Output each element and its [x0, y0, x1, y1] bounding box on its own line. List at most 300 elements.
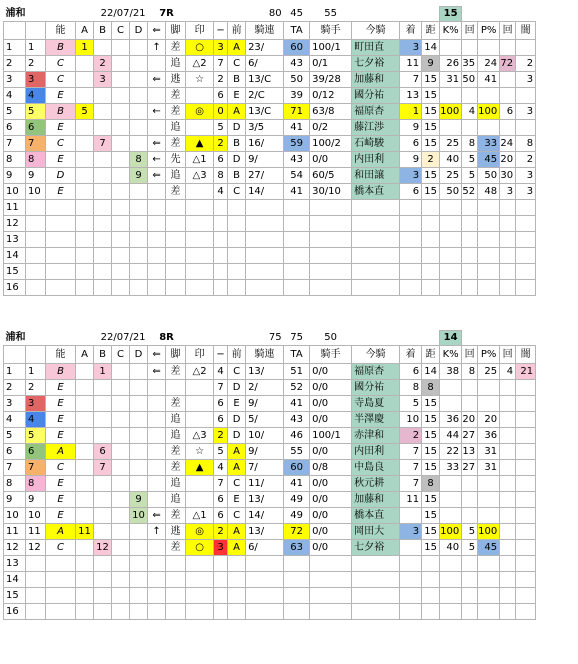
cell — [462, 40, 478, 56]
empty-cell — [94, 232, 112, 248]
cell: 6 — [214, 492, 228, 508]
cell: 24 — [478, 56, 500, 72]
cell: 71 — [284, 104, 310, 120]
column-header[interactable]: P% — [478, 22, 500, 40]
table-row — [4, 152, 577, 168]
empty-cell — [400, 572, 422, 588]
cell: 5 — [76, 104, 94, 120]
cell: 15 — [422, 104, 440, 120]
cell — [112, 476, 130, 492]
cell — [112, 364, 130, 380]
empty-cell — [130, 604, 148, 620]
cell — [130, 444, 148, 460]
empty-cell — [246, 280, 284, 296]
cell: 22 — [440, 444, 462, 460]
empty-cell — [310, 572, 352, 588]
cell — [440, 120, 462, 136]
empty-cell — [76, 264, 94, 280]
row-number: 2 — [4, 56, 26, 72]
cell — [148, 184, 166, 200]
empty-cell — [228, 604, 246, 620]
cell: 8 — [422, 476, 440, 492]
cell: 6 — [214, 396, 228, 412]
mark-cell — [186, 184, 214, 200]
cell: 49 — [284, 492, 310, 508]
column-header[interactable]: TA — [284, 22, 310, 40]
row-number: 16 — [4, 280, 26, 296]
cell — [130, 364, 148, 380]
empty-cell — [310, 200, 352, 216]
column-header[interactable]: 距 — [422, 346, 440, 364]
empty-cell — [440, 556, 462, 572]
cell: 3 — [516, 168, 536, 184]
empty-cell — [478, 588, 500, 604]
mark-cell — [186, 476, 214, 492]
cell: 5 — [462, 524, 478, 540]
cell — [130, 524, 148, 540]
empty-cell — [228, 556, 246, 572]
empty-cell — [94, 556, 112, 572]
cell: 51 — [284, 364, 310, 380]
jockey-name: 福原杏 — [352, 364, 400, 380]
rank-cell: C — [46, 56, 76, 72]
row-number: 7 — [4, 460, 26, 476]
cell — [516, 460, 536, 476]
empty-cell — [352, 200, 400, 216]
cell: 36 — [478, 428, 500, 444]
empty-cell — [400, 248, 422, 264]
cell — [462, 508, 478, 524]
cell — [94, 104, 112, 120]
empty-cell — [228, 280, 246, 296]
mark-cell: ○ — [186, 540, 214, 556]
column-header[interactable]: TA — [284, 346, 310, 364]
cell: 15 — [422, 396, 440, 412]
empty-cell — [94, 280, 112, 296]
column-header[interactable]: 前 — [228, 22, 246, 40]
cell — [112, 168, 130, 184]
cell: ← — [148, 152, 166, 168]
cell — [478, 396, 500, 412]
cell — [94, 88, 112, 104]
cell: 3 — [214, 40, 228, 56]
cell: 72 — [284, 524, 310, 540]
cell: 5/ — [246, 412, 284, 428]
column-header[interactable]: ⇐ — [148, 22, 166, 40]
jockey-name: 和田譲 — [352, 168, 400, 184]
cell: 15 — [422, 412, 440, 428]
cell: 0/0 — [310, 412, 352, 428]
placing: 13 — [400, 88, 422, 104]
cell: 8 — [516, 136, 536, 152]
column-header[interactable]: C — [112, 22, 130, 40]
cell — [516, 428, 536, 444]
empty-cell — [76, 572, 94, 588]
cell — [76, 364, 94, 380]
empty-cell — [76, 280, 94, 296]
empty-cell — [400, 588, 422, 604]
cell — [440, 508, 462, 524]
cell — [130, 460, 148, 476]
empty-cell — [400, 200, 422, 216]
cell: 0/1 — [310, 56, 352, 72]
cell: 41 — [284, 396, 310, 412]
column-header[interactable]: K% — [440, 346, 462, 364]
placing: 7 — [400, 444, 422, 460]
column-header[interactable]: 今騎 — [352, 22, 400, 40]
column-header[interactable]: C — [112, 346, 130, 364]
cell: D — [228, 412, 246, 428]
empty-cell — [440, 280, 462, 296]
column-header[interactable]: 回 — [500, 22, 516, 40]
empty-cell — [462, 556, 478, 572]
column-header[interactable]: 回 — [462, 346, 478, 364]
jockey-name: 寺島夏 — [352, 396, 400, 412]
cell — [94, 396, 112, 412]
column-header[interactable]: B — [94, 22, 112, 40]
cell: 26 — [440, 56, 462, 72]
cell — [112, 412, 130, 428]
cell — [500, 396, 516, 412]
placing: 6 — [400, 136, 422, 152]
column-header[interactable]: D — [130, 22, 148, 40]
cell — [462, 88, 478, 104]
cell: B — [228, 168, 246, 184]
empty-cell — [500, 604, 516, 620]
cell — [148, 476, 166, 492]
cell — [76, 380, 94, 396]
empty-cell — [310, 248, 352, 264]
cell: 41 — [284, 184, 310, 200]
empty-cell — [166, 604, 186, 620]
cell: ↑ — [148, 40, 166, 56]
cell — [500, 88, 516, 104]
cell: 12 — [94, 540, 112, 556]
cell — [112, 524, 130, 540]
spacer — [186, 331, 228, 346]
placing: 1 — [400, 104, 422, 120]
style-cell: 差 — [166, 136, 186, 152]
column-header[interactable]: 騎連 — [246, 346, 284, 364]
empty-cell — [186, 232, 214, 248]
spacer — [462, 331, 576, 346]
horse-number: 1 — [26, 364, 46, 380]
row-number: 11 — [4, 524, 26, 540]
empty-cell — [352, 216, 400, 232]
empty-cell — [46, 216, 76, 232]
cell: 27/ — [246, 168, 284, 184]
column-header[interactable]: A — [76, 22, 94, 40]
cell: 9/ — [246, 396, 284, 412]
cell: 72 — [500, 56, 516, 72]
cell: 2 — [422, 152, 440, 168]
horse-number: 4 — [26, 412, 46, 428]
jockey-name: 藤江渉 — [352, 120, 400, 136]
empty-cell — [130, 556, 148, 572]
cell — [130, 88, 148, 104]
empty-cell — [310, 264, 352, 280]
column-header[interactable]: 着 — [400, 22, 422, 40]
empty-cell — [440, 264, 462, 280]
placing: 10 — [400, 412, 422, 428]
placing: 11 — [400, 56, 422, 72]
horse-number: 4 — [26, 88, 46, 104]
column-header[interactable]: 前 — [228, 346, 246, 364]
cell: 6/ — [246, 56, 284, 72]
table-row — [4, 216, 577, 232]
cell: 20 — [478, 412, 500, 428]
empty-cell — [26, 280, 46, 296]
style-cell: 追 — [166, 428, 186, 444]
cell: 15 — [422, 72, 440, 88]
mark-cell: ◎ — [186, 524, 214, 540]
empty-cell — [284, 572, 310, 588]
empty-cell — [400, 232, 422, 248]
cell — [148, 88, 166, 104]
cell: 2 — [214, 72, 228, 88]
jockey-name: 石崎駿 — [352, 136, 400, 152]
empty-cell — [46, 280, 76, 296]
jockey-name: 半澤慶 — [352, 412, 400, 428]
cell: 100 — [478, 524, 500, 540]
jockey-name: 中島良 — [352, 460, 400, 476]
horse-number: 11 — [26, 524, 46, 540]
empty-cell — [214, 280, 228, 296]
cell: 35 — [462, 56, 478, 72]
empty-cell — [310, 588, 352, 604]
column-header[interactable]: 能 — [46, 346, 76, 364]
cell: 27 — [462, 460, 478, 476]
rank-cell: E — [46, 412, 76, 428]
empty-cell — [228, 572, 246, 588]
empty-cell — [130, 588, 148, 604]
column-header[interactable]: 印 — [186, 346, 214, 364]
jockey-name: 内田利 — [352, 152, 400, 168]
cell: ⇐ — [148, 508, 166, 524]
column-header[interactable]: 闇 — [516, 346, 536, 364]
empty-cell — [148, 604, 166, 620]
empty-cell — [246, 216, 284, 232]
cell — [94, 40, 112, 56]
empty-cell — [310, 232, 352, 248]
cell: 14 — [422, 40, 440, 56]
column-header[interactable]: 騎連 — [246, 22, 284, 40]
empty-cell — [422, 572, 440, 588]
cell — [112, 152, 130, 168]
rank-cell: E — [46, 428, 76, 444]
cell — [500, 524, 516, 540]
jockey-name: 岡田大 — [352, 524, 400, 540]
mark-cell: △3 — [186, 168, 214, 184]
empty-cell — [76, 232, 94, 248]
cell: 2 — [214, 524, 228, 540]
row-number: 5 — [4, 104, 26, 120]
cell: 0/0 — [310, 380, 352, 396]
cell — [500, 40, 516, 56]
empty-cell — [352, 556, 400, 572]
column-header[interactable]: 脚 — [166, 22, 186, 40]
mark-cell: ○ — [186, 40, 214, 56]
table-row — [4, 380, 577, 396]
column-header[interactable]: 距 — [422, 22, 440, 40]
column-header[interactable]: 騎手 — [310, 22, 352, 40]
cell: 10 — [130, 508, 148, 524]
cell: 8 — [462, 364, 478, 380]
column-header[interactable]: 騎手 — [310, 346, 352, 364]
spacer — [462, 7, 576, 22]
empty-cell — [400, 216, 422, 232]
column-header[interactable]: 脚 — [166, 346, 186, 364]
row-number: 14 — [4, 248, 26, 264]
empty-cell — [228, 232, 246, 248]
rank-cell: E — [46, 396, 76, 412]
column-header[interactable]: − — [214, 22, 228, 40]
jockey-name: 加藤和 — [352, 72, 400, 88]
empty-cell — [500, 572, 516, 588]
cell: C — [228, 184, 246, 200]
distance-value: 15 — [440, 7, 462, 22]
empty-cell — [500, 556, 516, 572]
placing: 5 — [400, 396, 422, 412]
table-row — [4, 556, 577, 572]
cell: 14/ — [246, 508, 284, 524]
column-header[interactable]: − — [214, 346, 228, 364]
row-number: 12 — [4, 216, 26, 232]
placing: 11 — [400, 492, 422, 508]
header-cell — [4, 22, 26, 40]
mark-cell: ▲ — [186, 136, 214, 152]
cell: 25 — [478, 364, 500, 380]
cell: 11/ — [246, 476, 284, 492]
empty-cell — [228, 200, 246, 216]
cell: 0/0 — [310, 492, 352, 508]
column-header[interactable]: P% — [478, 346, 500, 364]
cell: 60 — [284, 40, 310, 56]
cell: 15 — [422, 184, 440, 200]
empty-cell — [310, 280, 352, 296]
column-header[interactable]: ⇐ — [148, 346, 166, 364]
cell — [516, 412, 536, 428]
empty-cell — [186, 572, 214, 588]
row-number: 9 — [4, 168, 26, 184]
cell: 48 — [478, 184, 500, 200]
cell: 15 — [422, 524, 440, 540]
cell: 15 — [422, 88, 440, 104]
cell — [516, 40, 536, 56]
race-number: 7R — [159, 7, 174, 19]
cell: 13/ — [246, 492, 284, 508]
cell — [440, 40, 462, 56]
empty-cell — [130, 200, 148, 216]
empty-cell — [400, 604, 422, 620]
cell: 21 — [516, 364, 536, 380]
placing: 8 — [400, 380, 422, 396]
placing: 3 — [400, 40, 422, 56]
empty-cell — [352, 264, 400, 280]
cell: 3/5 — [246, 120, 284, 136]
cell — [76, 120, 94, 136]
column-header[interactable]: B — [94, 346, 112, 364]
cell: D — [228, 152, 246, 168]
cell: 43 — [284, 152, 310, 168]
column-header[interactable]: A — [76, 346, 94, 364]
empty-cell — [352, 232, 400, 248]
cell: A — [228, 524, 246, 540]
column-header[interactable]: K% — [440, 22, 462, 40]
cell: 2/C — [246, 88, 284, 104]
cell: 59 — [284, 136, 310, 152]
empty-cell — [46, 200, 76, 216]
cell — [130, 72, 148, 88]
column-header[interactable]: D — [130, 346, 148, 364]
empty-cell — [284, 280, 310, 296]
cell — [112, 184, 130, 200]
mark-cell: △2 — [186, 56, 214, 72]
cell: 5 — [214, 444, 228, 460]
cell — [440, 492, 462, 508]
empty-cell — [112, 604, 130, 620]
cell — [440, 88, 462, 104]
cell — [112, 396, 130, 412]
style-cell: 追 — [166, 120, 186, 136]
empty-cell — [112, 216, 130, 232]
column-header[interactable]: 着 — [400, 346, 422, 364]
cell: 9 — [422, 56, 440, 72]
column-header[interactable]: 回 — [462, 22, 478, 40]
cell: 6 — [214, 412, 228, 428]
empty-cell — [148, 232, 166, 248]
empty-cell — [462, 588, 478, 604]
empty-cell — [400, 280, 422, 296]
empty-cell — [166, 232, 186, 248]
cell: 39 — [284, 88, 310, 104]
cell: 52 — [462, 184, 478, 200]
empty-cell — [148, 200, 166, 216]
cell: B — [228, 72, 246, 88]
cell: 30/10 — [310, 184, 352, 200]
placing: 9 — [400, 120, 422, 136]
empty-cell — [112, 264, 130, 280]
cell: 50 — [284, 72, 310, 88]
cell — [516, 492, 536, 508]
empty-cell — [186, 248, 214, 264]
cell — [112, 460, 130, 476]
cell: 100 — [440, 104, 462, 120]
header-cell — [26, 346, 46, 364]
empty-cell — [166, 264, 186, 280]
rank-cell: B — [46, 40, 76, 56]
column-header[interactable]: 印 — [186, 22, 214, 40]
cell: 1 — [94, 364, 112, 380]
style-cell: 逃 — [166, 524, 186, 540]
cell — [462, 120, 478, 136]
column-header[interactable]: 回 — [500, 346, 516, 364]
row-number: 14 — [4, 572, 26, 588]
column-header[interactable]: 能 — [46, 22, 76, 40]
cell: 40 — [440, 540, 462, 556]
row-number: 1 — [4, 364, 26, 380]
column-header[interactable]: 今騎 — [352, 346, 400, 364]
empty-cell — [112, 588, 130, 604]
cell — [478, 88, 500, 104]
mark-cell — [186, 88, 214, 104]
empty-cell — [462, 232, 478, 248]
column-header[interactable]: 闇 — [516, 22, 536, 40]
row-number: 10 — [4, 508, 26, 524]
style-cell: 先 — [166, 152, 186, 168]
cell: ↑ — [148, 524, 166, 540]
empty-cell — [440, 604, 462, 620]
